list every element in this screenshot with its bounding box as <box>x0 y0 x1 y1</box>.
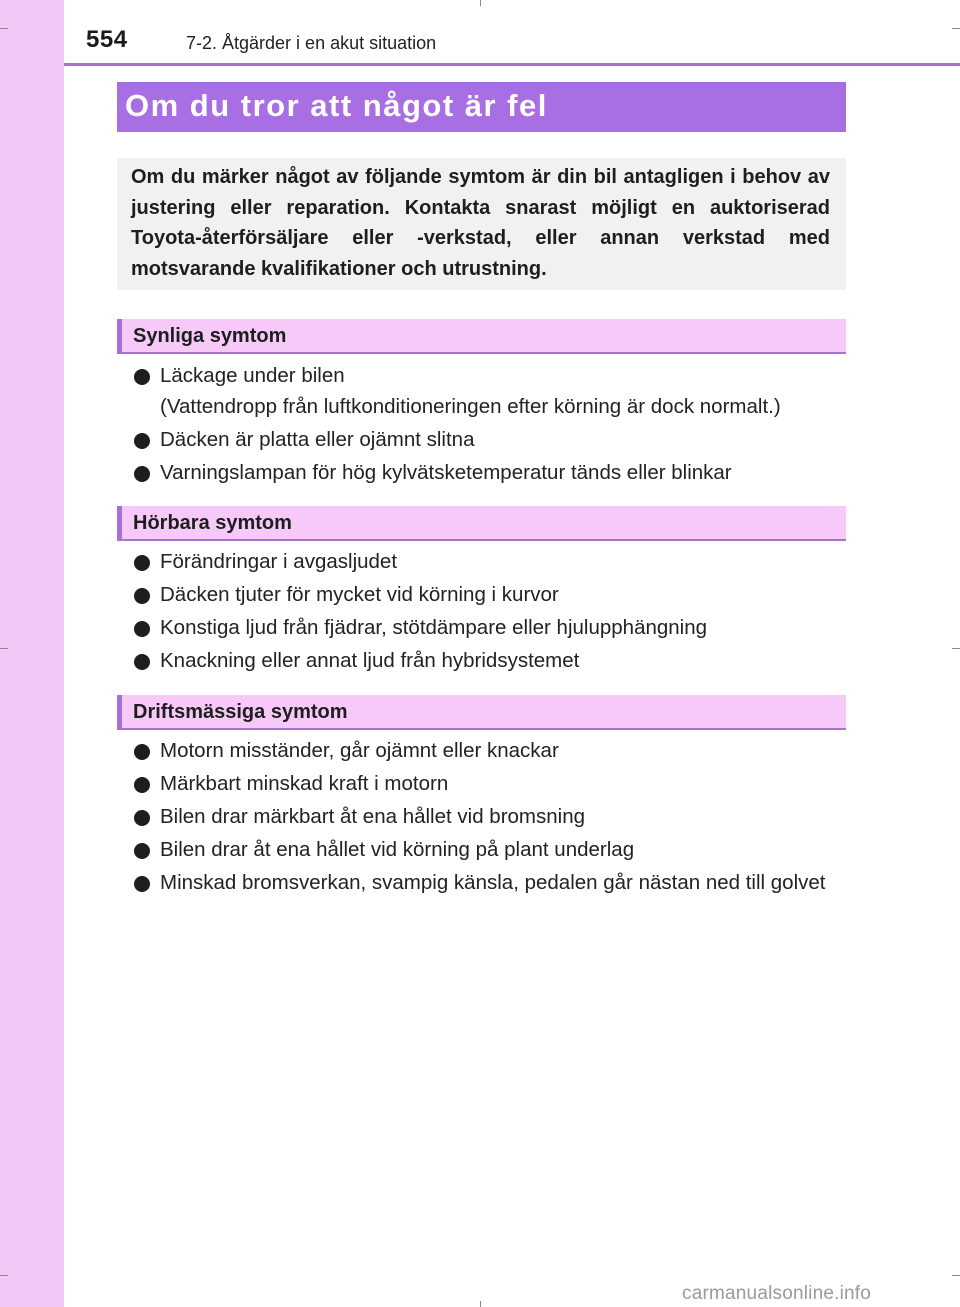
list-item-text: Förändringar i avgasljudet <box>160 550 398 573</box>
list-item <box>134 835 846 866</box>
list-item-text: Konstiga ljud från fjädrar, stötdämpare eller hjulupphängning <box>160 616 708 639</box>
intro-box <box>117 158 846 290</box>
list-item <box>134 646 846 677</box>
list-item <box>134 425 846 456</box>
page-number: 554 <box>86 26 128 53</box>
list-item <box>134 769 846 800</box>
intro-text: Om du märker något av följande symtom är din bil antagligen i behov av justering eller reparation. Kontakta snarast möjligt en auktoriserad Toyota-återförsäljare eller -verkstad, eller annan verkstad med motsvarande kvalifikationer och utrustning. <box>131 166 830 280</box>
crop-mark <box>952 28 960 29</box>
list-item-text: Varningslampan för hög kylvätsketemperatur tänds eller blinkar <box>160 460 732 484</box>
bullet-icon <box>134 654 150 670</box>
list-item-text: Knackning eller annat ljud från hybridsystemet <box>160 649 580 672</box>
bullet-icon <box>134 810 150 826</box>
list-item <box>134 458 846 489</box>
list-item <box>134 613 846 644</box>
crop-mark <box>952 1275 960 1276</box>
list-item-text: Motorn misständer, går ojämnt eller knackar <box>160 739 559 762</box>
list-item-text: Bilen drar åt ena hållet vid körning på plant underlag <box>160 838 635 861</box>
bullet-icon <box>134 876 150 892</box>
list-item <box>134 868 846 899</box>
crop-mark <box>480 1301 481 1307</box>
list-item-note: (Vattendropp från luftkonditioneringen efter körning är dock normalt.) <box>160 394 781 418</box>
bullet-icon <box>134 555 150 571</box>
left-margin-band <box>0 0 64 1307</box>
crop-mark <box>480 0 481 6</box>
bullet-icon <box>134 843 150 859</box>
section-heading-text: Synliga symtom <box>133 325 287 347</box>
bullet-icon <box>134 588 150 604</box>
bullet-icon <box>134 466 150 482</box>
section-heading-text: Driftsmässiga symtom <box>133 701 348 723</box>
audible-symptoms-list <box>134 547 846 679</box>
list-item-text: Bilen drar märkbart åt ena hållet vid bromsning <box>160 805 586 828</box>
crop-mark <box>952 648 960 649</box>
operational-symptoms-list <box>134 736 846 901</box>
bullet-icon <box>134 777 150 793</box>
visible-symptoms-list <box>134 361 846 491</box>
crop-mark <box>0 28 8 29</box>
section-heading-operational <box>117 695 846 730</box>
section-heading-text: Hörbara symtom <box>133 512 292 534</box>
list-item <box>134 361 846 422</box>
list-item <box>134 580 846 611</box>
list-item-text: Däcken är platta eller ojämnt slitna <box>160 427 475 451</box>
list-item <box>134 736 846 767</box>
list-item-text: Läckage under bilen <box>160 364 345 387</box>
list-item <box>134 547 846 578</box>
section-heading-audible <box>117 506 846 541</box>
bullet-icon <box>134 744 150 760</box>
title-bar <box>117 82 846 132</box>
list-item-text: Märkbart minskad kraft i motorn <box>160 772 449 795</box>
list-item-text: Däcken tjuter för mycket vid körning i kurvor <box>160 583 559 606</box>
bullet-icon <box>134 369 150 385</box>
section-heading-visible <box>117 319 846 354</box>
bullet-icon <box>134 433 150 449</box>
list-item-text: Minskad bromsverkan, svampig känsla, pedalen går nästan ned till golvet <box>160 871 826 894</box>
crop-mark <box>0 648 8 649</box>
section-reference: 7-2. Åtgärder i en akut situation <box>186 33 437 53</box>
list-item <box>134 802 846 833</box>
header-divider <box>64 63 960 66</box>
watermark-link[interactable]: carmanualsonline.info <box>682 1283 872 1304</box>
page-title: Om du tror att något är fel <box>125 88 548 123</box>
bullet-icon <box>134 621 150 637</box>
crop-mark <box>0 1275 8 1276</box>
